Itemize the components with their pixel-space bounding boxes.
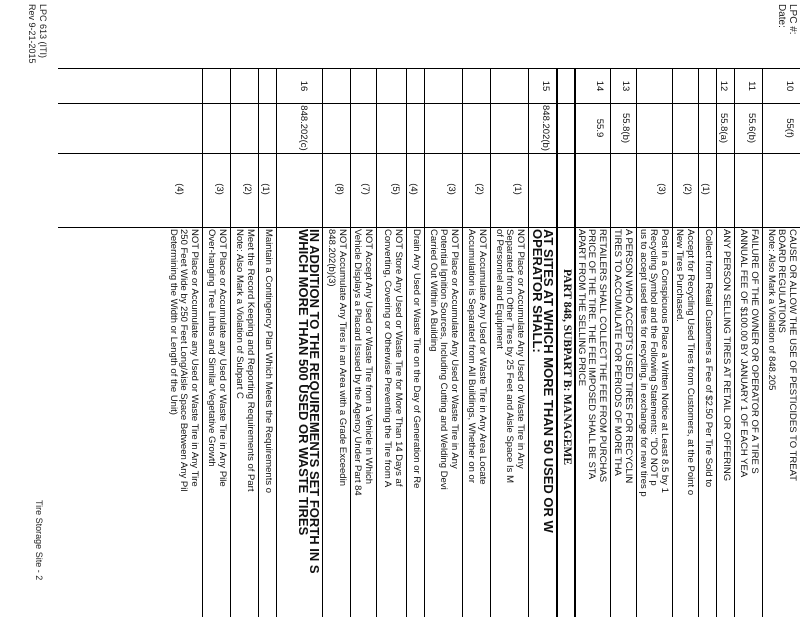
requirement-text: NOT Place or Accumulate Any Used or Waste Tire in Any Potential Ignition Sources, Including Cutting and Welding Devi Carried Out Within A Building [428,229,460,490]
requirement-text: RETAILERS SHALL COLLECT THE FEE FROM PURCHAS PRICE OF THE TIRE. THE FEE IMPOSED SHALL BE STA APART FROM THE SELLING PRICE [576,229,608,483]
requirement-text: CAUSE OR ALLOW THE USE OF PESTICIDES TO TREAT BOARD REGULATIONS Note: Also Mark a Violation of 848.205 [766,229,798,481]
requirement-text: Maintain a Contingency Plan Which Meets the Requirements o [263,229,274,494]
checklist-subrow [202,69,230,617]
checklist-subrow [490,69,528,617]
row-number [52,69,202,103]
regulation-section [371,103,406,153]
checklist-row-15 [528,69,556,617]
requirement-text: A PERSON WHO ACCEPTS USED TIRES FOR RECYCLIN TIRES TO ACCUMULATE FOR PERIODS OF MORE THA [612,229,634,484]
item-number: (5) [390,183,401,195]
item-number: (2) [682,183,693,195]
checklist-subrow [230,69,258,617]
checklist-subrow [636,69,672,617]
item-number: (3) [214,183,225,195]
lpc-number-label: LPC #: [787,4,798,35]
item-number [570,153,610,225]
requirement-text: NOT Place or Accumulate any Used or Waste Tire in Any Pile Over-hanging Tree Limbs and Similar Vegetative Growth [206,229,228,487]
requirement-text: AT SITES AT WHICH MORE THAN 50 USED OR W OPERATOR SHALL: [530,229,556,533]
requirement-text: NOT Place or Accumulate any Used or Waste Tire in Any Tire 250 Feet Wide by 250 Feet Long/Aisle Space Between Any Pil Determining the Width or Length of the Unit) [168,229,200,492]
checklist-subrow [58,69,202,617]
row-number: 12 [718,80,729,92]
item-number: (1) [512,183,523,195]
regulation-section: 848.202(b) [540,105,551,151]
item-number: (3) [446,183,457,195]
form-number: LPC 613 (ITI) [38,4,48,59]
requirement-text: IN ADDITION TO THE REQUIREMENTS SET FORTH IN S WHICH MORE THAN 500 USED OR WASTE TIRES [296,229,322,574]
inspection-checklist-table [58,68,800,617]
regulation-section: 55.8(b) [620,112,631,144]
checklist-subrow [424,69,462,617]
requirement-text: NOT Accumulate Any Tires in an Area with a Grade Exceedin 848.202(b)(3) [326,229,348,486]
regulation-section: 55.9 [594,118,605,138]
row-number: 14 [594,80,605,92]
checklist-row-16 [276,69,322,617]
checklist-row-12 [716,69,734,617]
regulation-section [419,103,462,153]
checklist-row-14 [574,69,610,617]
requirement-text: ANY PERSON SELLING TIRES AT RETAIL OR OFFERING [721,229,732,482]
item-number: (2) [474,183,485,195]
requirement-text: NOT Place or Accumulate Any Used or Waste Tire in Any Separated from Other Tires by 25 Feet and Aisle Space Is M of Personnel and Equipment [494,229,526,483]
requirement-text: NOT Accept Any Used or Waste Tire from a Vehicle in Which Vehicle Displays a Placard Issued by the Agency Under Part 84 [352,229,374,496]
regulation-section: 55.6(b) [746,112,757,144]
item-number: (7) [360,183,371,195]
row-number: 13 [620,80,631,92]
regulation-section: 55(f) [784,118,795,138]
item-number: (4) [174,183,185,195]
checklist-subrow [376,69,406,617]
requirement-text: Collect from Retail Customers a Fee of $2.50 Per Tire Sold to [703,229,714,488]
requirement-text: Meet the Record Keeping and Reporting Requirements of Part Note: Also Mark a Violation of Subpart C [234,229,256,492]
row-number [371,69,406,103]
regulation-section: 848.202(c) [298,105,309,151]
checklist-subrow [258,69,276,617]
row-number: 11 [746,81,757,91]
checklist-subrow [462,69,490,617]
checklist-row-13 [610,69,636,617]
checklist-row-10 [762,69,800,617]
requirement-text: Drain Any Used or Waste Tire on the Day of Generation or Re [411,229,422,489]
item-number: (3) [656,183,667,195]
checklist-subrow [322,69,350,617]
row-number: 15 [540,80,551,92]
requirement-text: Post in a Conspicuous Place a Written Notice at Least 8.5 by 1 Recycling Symbol and the Following Statements: "DO NOT p us to accept used tires for recycling, in exchange for new tires p [638,229,670,497]
requirement-text: NOT Store Any Used or Waste Tire for More Than 14 Days af Converting, Covering or Otherwise Preventing the Tire from A [382,229,404,488]
subpart-banner: PART 848, SUBPART B: MANAGEME [561,269,573,466]
checklist-subrow [698,69,716,617]
requirement-text: NOT Accumulate Any Used or Waste Tire in Any Area Locate Accumulation is Separated from All Buildings, Whether on or [466,229,488,485]
row-number [631,69,672,103]
regulation-section [52,103,202,153]
subpart-banner-row [556,69,574,617]
row-number: 10 [784,80,795,92]
checklist-subrow [350,69,376,617]
page-footer: Tire Storage Site - 2 [34,500,44,581]
item-number [757,153,800,225]
item-number: (1) [700,183,711,195]
item-number: (4) [408,183,419,195]
item-number: (2) [242,183,253,195]
regulation-section [485,103,528,153]
regulation-section [631,103,672,153]
checklist-subrow [672,69,698,617]
item-number: (8) [334,183,345,195]
item-number: (1) [260,183,271,195]
row-number: 16 [298,80,309,92]
item-number [271,153,322,225]
requirement-text: FAILURE OF THE OWNER OR OPERATOR OF A TIRE S ANNUAL FEE OF $100.00 BY JANUARY 1 OF EACH YEA [738,229,760,478]
row-number [485,69,528,103]
regulation-section: 55.8(a) [718,112,729,144]
date-label: Date: [776,4,787,28]
requirement-text: Accept for Recycling Used Tires from Customers, at the Point o New Tires Purchased. [674,229,696,496]
checklist-row-11 [734,69,762,617]
revision-date: Rev 9-21-2015 [27,4,37,64]
row-number [419,69,462,103]
checklist-subrow [406,69,424,617]
